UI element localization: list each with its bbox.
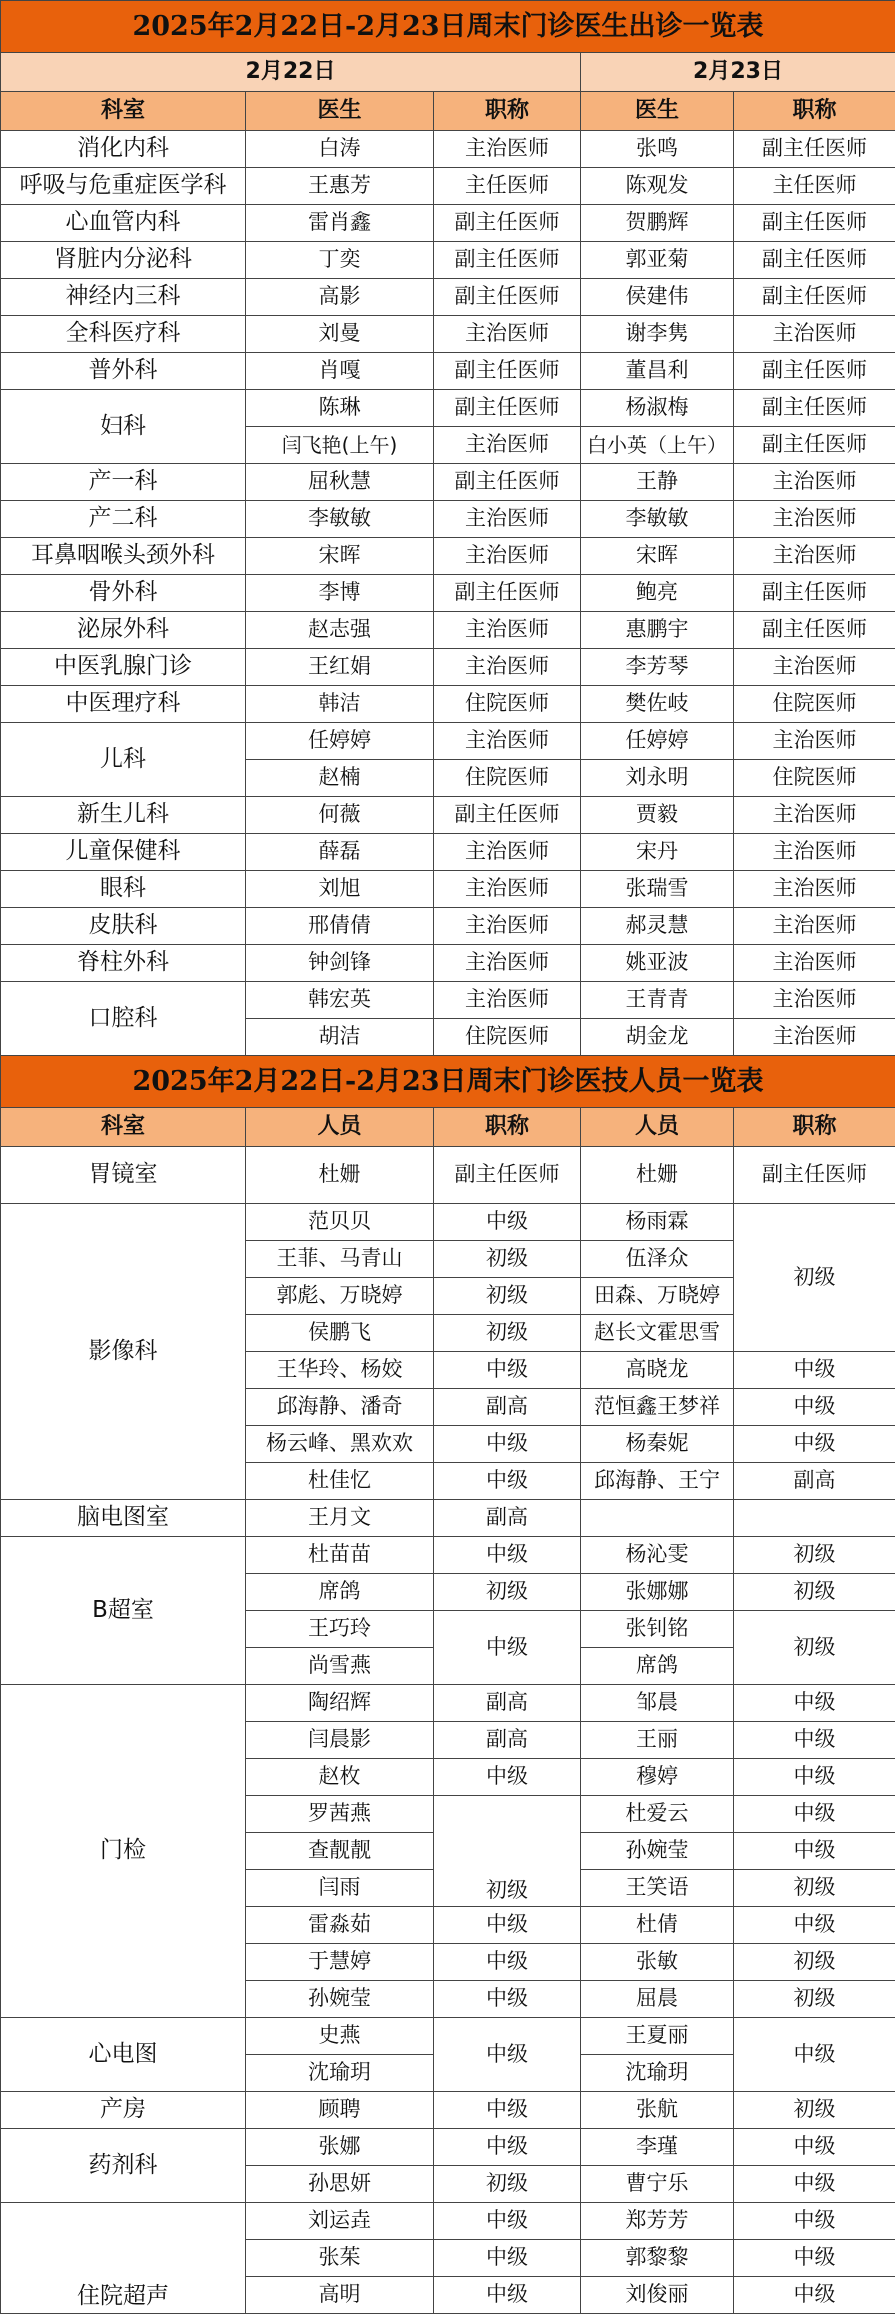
staff-cell: 邱海静、潘奇 xyxy=(246,1389,434,1426)
title-cell: 副主任医师 xyxy=(734,575,895,612)
title-cell: 副主任医师 xyxy=(734,353,895,390)
title-cell: 中级 xyxy=(434,1537,581,1574)
doctor-cell: 张瑞雪 xyxy=(581,871,734,908)
title-cell: 初级 xyxy=(734,2092,895,2129)
table-row xyxy=(1,501,895,538)
staff-cell: 范恒鑫王梦祥 xyxy=(581,1389,734,1426)
table-row xyxy=(1,464,895,501)
staff-cell: 张娜 xyxy=(246,2129,434,2166)
staff-cell: 沈瑜玥 xyxy=(246,2055,434,2092)
staff-cell: 闫晨影 xyxy=(246,1722,434,1759)
doctor-cell: 钟剑锋 xyxy=(246,945,434,982)
title-cell: 副主任医师 xyxy=(434,797,581,834)
staff-cell: 席鸽 xyxy=(246,1574,434,1611)
title-cell: 副高 xyxy=(434,1389,581,1426)
dept-cell: 儿童保健科 xyxy=(1,834,246,871)
title-cell: 初级 xyxy=(434,2166,581,2203)
header-dept: 科室 xyxy=(1,1108,246,1147)
staff-cell: 高明 xyxy=(246,2277,434,2314)
title-cell: 初级 xyxy=(734,1870,895,1907)
title-cell: 中级 xyxy=(434,2240,581,2277)
title-cell: 初级 xyxy=(734,1611,895,1685)
staff-cell: 刘俊丽 xyxy=(581,2277,734,2314)
title-cell: 初级 xyxy=(434,1278,581,1315)
doctor-table-title: 2025年2月22日-2月23日周末门诊医生出诊一览表 xyxy=(1,1,895,53)
title-cell: 中级 xyxy=(434,2277,581,2314)
title-cell: 初级 xyxy=(734,1204,895,1352)
staff-cell: 张钊铭 xyxy=(581,1611,734,1648)
doctor-cell: 郝灵慧 xyxy=(581,908,734,945)
table-row xyxy=(1,390,895,427)
staff-cell: 史燕 xyxy=(246,2018,434,2055)
doctor-cell: 韩洁 xyxy=(246,686,434,723)
title-cell: 主治医师 xyxy=(734,464,895,501)
doctor-cell: 闫飞艳(上午) xyxy=(246,427,434,464)
doctor-cell: 白涛 xyxy=(246,131,434,168)
dept-cell: 普外科 xyxy=(1,353,246,390)
staff-cell: 曹宁乐 xyxy=(581,2166,734,2203)
staff-cell: 王夏丽 xyxy=(581,2018,734,2055)
tech-table-title: 2025年2月22日-2月23日周末门诊医技人员一览表 xyxy=(1,1056,895,1108)
table-row xyxy=(1,1537,895,1574)
title-cell: 主治医师 xyxy=(434,427,581,464)
title-cell: 副主任医师 xyxy=(734,390,895,427)
table-row xyxy=(1,131,895,168)
title-cell: 中级 xyxy=(434,1907,581,1944)
title-cell: 主治医师 xyxy=(734,316,895,353)
dept-cell: 眼科 xyxy=(1,871,246,908)
doctor-cell: 薛磊 xyxy=(246,834,434,871)
title-cell: 中级 xyxy=(434,1759,581,1796)
dept-cell: 药剂科 xyxy=(1,2129,246,2203)
title-cell: 中级 xyxy=(734,1352,895,1389)
title-cell: 中级 xyxy=(434,2092,581,2129)
doctor-cell: 陈观发 xyxy=(581,168,734,205)
dept-cell: 产一科 xyxy=(1,464,246,501)
doctor-cell: 谢李隽 xyxy=(581,316,734,353)
title-cell: 中级 xyxy=(734,1833,895,1870)
title-cell: 主治医师 xyxy=(734,649,895,686)
staff-cell: 李瑾 xyxy=(581,2129,734,2166)
title-cell: 中级 xyxy=(434,2129,581,2166)
staff-cell: 范贝贝 xyxy=(246,1204,434,1241)
doctor-cell: 肖嘎 xyxy=(246,353,434,390)
table-row xyxy=(1,612,895,649)
doctor-cell: 韩宏英 xyxy=(246,982,434,1019)
header-title-day1: 职称 xyxy=(434,1108,581,1147)
doctor-cell: 李博 xyxy=(246,575,434,612)
dept-cell: 心电图 xyxy=(1,2018,246,2092)
dept-cell: 皮肤科 xyxy=(1,908,246,945)
staff-cell: 伍泽众 xyxy=(581,1241,734,1278)
table-row xyxy=(1,242,895,279)
title-cell: 副主任医师 xyxy=(434,575,581,612)
staff-cell: 穆婷 xyxy=(581,1759,734,1796)
title-cell: 副高 xyxy=(734,1463,895,1500)
table-row xyxy=(1,2203,895,2240)
staff-cell: 高晓龙 xyxy=(581,1352,734,1389)
staff-cell: 尚雪燕 xyxy=(246,1648,434,1685)
staff-cell: 罗茜燕 xyxy=(246,1796,434,1833)
table-row xyxy=(1,1147,895,1204)
header-staff-day1: 人员 xyxy=(246,1108,434,1147)
dept-cell: 产二科 xyxy=(1,501,246,538)
doctor-cell: 任婷婷 xyxy=(581,723,734,760)
table-row xyxy=(1,797,895,834)
staff-cell: 杨雨霖 xyxy=(581,1204,734,1241)
title-cell: 副主任医师 xyxy=(434,464,581,501)
staff-cell: 王华玲、杨姣 xyxy=(246,1352,434,1389)
doctor-cell: 何薇 xyxy=(246,797,434,834)
dept-cell: 口腔科 xyxy=(1,982,246,1056)
title-cell: 副主任医师 xyxy=(434,353,581,390)
title-cell: 中级 xyxy=(734,1722,895,1759)
dept-cell: 儿科 xyxy=(1,723,246,797)
staff-cell: 屈晨 xyxy=(581,1981,734,2018)
staff-cell: 张娜娜 xyxy=(581,1574,734,1611)
doctor-cell: 侯建伟 xyxy=(581,279,734,316)
table-row xyxy=(1,871,895,908)
table-row xyxy=(1,1500,895,1537)
staff-cell: 孙思妍 xyxy=(246,2166,434,2203)
title-cell: 中级 xyxy=(734,1796,895,1833)
table-row xyxy=(1,2092,895,2129)
dept-cell: 新生儿科 xyxy=(1,797,246,834)
doctor-cell: 宋丹 xyxy=(581,834,734,871)
title-cell: 主治医师 xyxy=(434,131,581,168)
header-title-day2: 职称 xyxy=(734,92,895,131)
table-row xyxy=(1,649,895,686)
title-cell: 主任医师 xyxy=(734,168,895,205)
title-cell: 主治医师 xyxy=(434,538,581,575)
doctor-cell: 刘曼 xyxy=(246,316,434,353)
staff-cell: 杜佳忆 xyxy=(246,1463,434,1500)
title-cell: 副主任医师 xyxy=(434,205,581,242)
table-row xyxy=(1,353,895,390)
staff-cell: 张茱 xyxy=(246,2240,434,2277)
staff-cell: 王丽 xyxy=(581,1722,734,1759)
doctor-cell: 郭亚菊 xyxy=(581,242,734,279)
title-cell: 住院医师 xyxy=(434,1019,581,1056)
title-cell: 副主任医师 xyxy=(434,242,581,279)
title-cell: 主治医师 xyxy=(734,1019,895,1056)
staff-cell: 于慧婷 xyxy=(246,1944,434,1981)
dept-cell: 呼吸与危重症医学科 xyxy=(1,168,246,205)
table-row xyxy=(1,2018,895,2055)
title-cell: 中级 xyxy=(734,1389,895,1426)
title-cell: 副主任医师 xyxy=(734,205,895,242)
title-cell: 副主任医师 xyxy=(734,242,895,279)
doctor-cell: 赵楠 xyxy=(246,760,434,797)
staff-cell: 顾聘 xyxy=(246,2092,434,2129)
dept-cell: 心血管内科 xyxy=(1,205,246,242)
header-doctor-day1: 医生 xyxy=(246,92,434,131)
title-cell: 副主任医师 xyxy=(434,1147,581,1204)
title-cell: 初级 xyxy=(734,1537,895,1574)
title-cell: 副高 xyxy=(434,1685,581,1722)
doctor-cell: 屈秋慧 xyxy=(246,464,434,501)
staff-cell: 王月文 xyxy=(246,1500,434,1537)
dept-cell: 住院超声 xyxy=(1,2203,246,2314)
table-row xyxy=(1,686,895,723)
doctor-cell: 邢倩倩 xyxy=(246,908,434,945)
title-cell: 副高 xyxy=(434,1722,581,1759)
doctor-cell: 王青青 xyxy=(581,982,734,1019)
header-doctor-day2: 医生 xyxy=(581,92,734,131)
doctor-cell: 李敏敏 xyxy=(246,501,434,538)
title-cell: 初级 xyxy=(734,1981,895,2018)
title-cell: 主治医师 xyxy=(734,945,895,982)
staff-cell: 王笑语 xyxy=(581,1870,734,1907)
dept-cell: 耳鼻咽喉头颈外科 xyxy=(1,538,246,575)
staff-cell: 杜姗 xyxy=(581,1147,734,1204)
doctor-cell: 杨淑梅 xyxy=(581,390,734,427)
staff-cell: 王菲、马青山 xyxy=(246,1241,434,1278)
staff-cell: 郑芳芳 xyxy=(581,2203,734,2240)
staff-cell: 杨云峰、黑欢欢 xyxy=(246,1426,434,1463)
dept-cell: 全科医疗科 xyxy=(1,316,246,353)
dept-cell: 中医乳腺门诊 xyxy=(1,649,246,686)
title-cell: 副高 xyxy=(434,1500,581,1537)
dept-cell: 骨外科 xyxy=(1,575,246,612)
staff-cell: 雷淼茹 xyxy=(246,1907,434,1944)
title-cell: 主治医师 xyxy=(434,945,581,982)
doctor-cell: 雷肖鑫 xyxy=(246,205,434,242)
title-cell: 中级 xyxy=(734,1426,895,1463)
staff-cell: 杨秦妮 xyxy=(581,1426,734,1463)
title-cell: 主治医师 xyxy=(434,723,581,760)
dept-cell: 中医理疗科 xyxy=(1,686,246,723)
staff-cell: 查靓靓 xyxy=(246,1833,434,1870)
title-cell: 主治医师 xyxy=(434,871,581,908)
staff-cell: 邱海静、王宁 xyxy=(581,1463,734,1500)
staff-cell: 席鸽 xyxy=(581,1648,734,1685)
staff-cell: 杜姗 xyxy=(246,1147,434,1204)
title-cell: 中级 xyxy=(734,1907,895,1944)
staff-cell: 王巧玲 xyxy=(246,1611,434,1648)
table-row xyxy=(1,168,895,205)
title-cell: 中级 xyxy=(734,1685,895,1722)
title-cell: 初级 xyxy=(434,1315,581,1352)
title-cell: 中级 xyxy=(434,2018,581,2092)
table-row xyxy=(1,908,895,945)
title-cell: 副主任医师 xyxy=(734,427,895,464)
title-cell: 主治医师 xyxy=(734,871,895,908)
dept-cell: 脊柱外科 xyxy=(1,945,246,982)
table-row xyxy=(1,538,895,575)
title-cell: 主治医师 xyxy=(734,501,895,538)
title-cell: 主治医师 xyxy=(434,649,581,686)
title-cell: 副主任医师 xyxy=(734,1147,895,1204)
title-cell: 住院医师 xyxy=(734,760,895,797)
title-cell: 主治医师 xyxy=(434,834,581,871)
table-row xyxy=(1,945,895,982)
doctor-cell: 陈琳 xyxy=(246,390,434,427)
staff-cell: 杜爱云 xyxy=(581,1796,734,1833)
table-row xyxy=(1,205,895,242)
doctor-cell: 樊佐岐 xyxy=(581,686,734,723)
doctor-cell: 胡金龙 xyxy=(581,1019,734,1056)
doctor-cell: 高影 xyxy=(246,279,434,316)
title-cell: 副主任医师 xyxy=(734,279,895,316)
doctor-cell: 胡洁 xyxy=(246,1019,434,1056)
header-staff-day2: 人员 xyxy=(581,1108,734,1147)
title-cell: 中级 xyxy=(434,1611,581,1685)
title-cell: 主治医师 xyxy=(434,908,581,945)
table-row xyxy=(1,2129,895,2166)
title-cell: 中级 xyxy=(434,1463,581,1500)
doctor-cell: 李敏敏 xyxy=(581,501,734,538)
doctor-cell: 刘永明 xyxy=(581,760,734,797)
date-day2: 2月23日 xyxy=(581,53,895,92)
title-cell: 住院医师 xyxy=(434,686,581,723)
title-cell: 中级 xyxy=(734,2277,895,2314)
dept-cell: 神经内三科 xyxy=(1,279,246,316)
title-cell: 中级 xyxy=(434,1981,581,2018)
staff-cell: 张航 xyxy=(581,2092,734,2129)
doctor-cell: 白小英（上午） xyxy=(581,427,734,464)
doctor-cell: 王红娟 xyxy=(246,649,434,686)
staff-cell: 沈瑜玥 xyxy=(581,2055,734,2092)
staff-cell: 杜苗苗 xyxy=(246,1537,434,1574)
table-row xyxy=(1,834,895,871)
title-cell: 中级 xyxy=(734,2240,895,2277)
doctor-cell: 王静 xyxy=(581,464,734,501)
title-cell: 初级 xyxy=(434,1796,581,1907)
title-cell: 主治医师 xyxy=(734,908,895,945)
title-cell: 初级 xyxy=(734,1944,895,1981)
title-cell: 住院医师 xyxy=(734,686,895,723)
dept-cell: B超室 xyxy=(1,1537,246,1685)
staff-cell: 郭彪、万晓婷 xyxy=(246,1278,434,1315)
table-row xyxy=(1,575,895,612)
doctor-cell: 张鸣 xyxy=(581,131,734,168)
title-cell: 主治医师 xyxy=(434,982,581,1019)
staff-cell: 赵长文霍思雪 xyxy=(581,1315,734,1352)
staff-cell xyxy=(581,1500,734,1537)
dept-cell: 产房 xyxy=(1,2092,246,2129)
staff-cell: 闫雨 xyxy=(246,1870,434,1907)
table-row xyxy=(1,982,895,1019)
title-cell: 主治医师 xyxy=(434,316,581,353)
title-cell: 中级 xyxy=(434,2203,581,2240)
title-cell: 中级 xyxy=(434,1204,581,1241)
dept-cell: 胃镜室 xyxy=(1,1147,246,1204)
doctor-cell: 李芳琴 xyxy=(581,649,734,686)
title-cell: 初级 xyxy=(734,1574,895,1611)
title-cell: 中级 xyxy=(734,2018,895,2092)
title-cell: 主治医师 xyxy=(434,612,581,649)
doctor-cell: 鲍亮 xyxy=(581,575,734,612)
staff-cell: 赵枚 xyxy=(246,1759,434,1796)
doctor-cell: 姚亚波 xyxy=(581,945,734,982)
dept-cell: 妇科 xyxy=(1,390,246,464)
staff-cell: 侯鹏飞 xyxy=(246,1315,434,1352)
staff-cell: 郭黎黎 xyxy=(581,2240,734,2277)
title-cell: 中级 xyxy=(734,1759,895,1796)
title-cell: 主治医师 xyxy=(734,982,895,1019)
title-cell: 副主任医师 xyxy=(434,279,581,316)
doctor-cell: 贾毅 xyxy=(581,797,734,834)
staff-cell: 杨沁雯 xyxy=(581,1537,734,1574)
title-cell: 副主任医师 xyxy=(734,612,895,649)
title-cell: 中级 xyxy=(434,1426,581,1463)
header-dept: 科室 xyxy=(1,92,246,131)
table-row xyxy=(1,279,895,316)
title-cell: 主治医师 xyxy=(434,501,581,538)
title-cell: 住院医师 xyxy=(434,760,581,797)
dept-cell: 泌尿外科 xyxy=(1,612,246,649)
table-row xyxy=(1,1685,895,1722)
header-title-day2: 职称 xyxy=(734,1108,895,1147)
staff-cell: 陶绍辉 xyxy=(246,1685,434,1722)
doctor-cell: 刘旭 xyxy=(246,871,434,908)
staff-cell: 杜倩 xyxy=(581,1907,734,1944)
table-row xyxy=(1,723,895,760)
doctor-cell: 任婷婷 xyxy=(246,723,434,760)
title-cell: 主治医师 xyxy=(734,538,895,575)
doctor-cell: 惠鹏宇 xyxy=(581,612,734,649)
title-cell: 初级 xyxy=(434,1574,581,1611)
date-day1: 2月22日 xyxy=(1,53,581,92)
title-cell: 中级 xyxy=(434,1944,581,1981)
dept-cell: 脑电图室 xyxy=(1,1500,246,1537)
title-cell: 中级 xyxy=(434,1352,581,1389)
title-cell: 中级 xyxy=(734,2166,895,2203)
title-cell: 副主任医师 xyxy=(434,390,581,427)
title-cell: 中级 xyxy=(734,2129,895,2166)
doctor-cell: 宋晖 xyxy=(246,538,434,575)
doctor-cell: 王惠芳 xyxy=(246,168,434,205)
doctor-cell: 宋晖 xyxy=(581,538,734,575)
staff-cell: 张敏 xyxy=(581,1944,734,1981)
title-cell: 主任医师 xyxy=(434,168,581,205)
dept-cell: 影像科 xyxy=(1,1204,246,1500)
title-cell: 中级 xyxy=(734,2203,895,2240)
doctor-cell: 丁奕 xyxy=(246,242,434,279)
dept-cell: 门检 xyxy=(1,1685,246,2018)
table-row xyxy=(1,1204,895,1241)
title-cell: 初级 xyxy=(434,1241,581,1278)
title-cell: 副主任医师 xyxy=(734,131,895,168)
title-cell: 主治医师 xyxy=(734,834,895,871)
doctor-cell: 贺鹏辉 xyxy=(581,205,734,242)
title-cell: 主治医师 xyxy=(734,723,895,760)
title-cell xyxy=(734,1500,895,1537)
title-cell: 主治医师 xyxy=(734,797,895,834)
doctor-cell: 董昌利 xyxy=(581,353,734,390)
staff-cell: 孙婉莹 xyxy=(246,1981,434,2018)
dept-cell: 肾脏内分泌科 xyxy=(1,242,246,279)
staff-cell: 孙婉莹 xyxy=(581,1833,734,1870)
staff-cell: 邹晨 xyxy=(581,1685,734,1722)
table-row xyxy=(1,316,895,353)
header-title-day1: 职称 xyxy=(434,92,581,131)
staff-cell: 田森、万晓婷 xyxy=(581,1278,734,1315)
doctor-cell: 赵志强 xyxy=(246,612,434,649)
dept-cell: 消化内科 xyxy=(1,131,246,168)
staff-cell: 刘运垚 xyxy=(246,2203,434,2240)
